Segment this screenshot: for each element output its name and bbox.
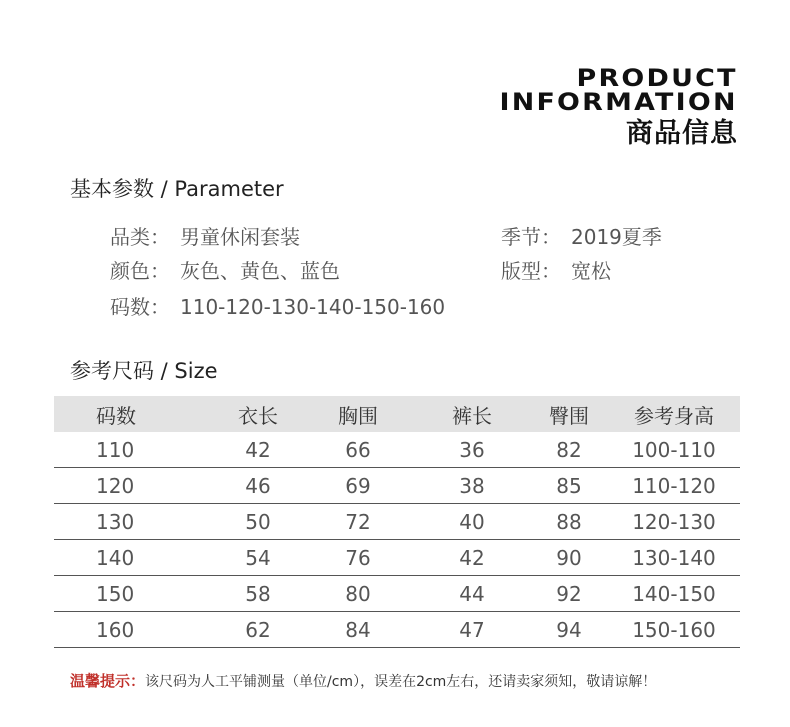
- cell-size: 160: [54, 612, 214, 648]
- param-fit: [501, 255, 611, 284]
- col-header-chest: 胸围: [302, 396, 414, 432]
- param-fit-label: 版型：: [501, 259, 561, 283]
- product-information-header: [499, 64, 738, 152]
- warm-tip-text: 该尺码为人工平铺测量（单位/cm），误差在2cm左右，还请卖家须知，敬请谅解！: [145, 674, 657, 690]
- param-category: [110, 221, 300, 250]
- param-sizes-label: 码数：: [110, 295, 170, 319]
- param-color-value: 灰色、黄色、蓝色: [180, 259, 340, 283]
- warm-tip-label: 温馨提示：: [70, 672, 146, 690]
- size-table-header-row: [54, 396, 740, 432]
- size-heading: 参考尺码 / Size: [70, 359, 218, 383]
- param-season-label: 季节：: [501, 225, 561, 249]
- cell-height: 150-160: [608, 612, 740, 648]
- cell-size: 140: [54, 540, 214, 576]
- size-table: [54, 396, 740, 648]
- table-row: [54, 576, 740, 612]
- cell-height: 100-110: [608, 432, 740, 468]
- cell-length: 58: [214, 576, 302, 612]
- cell-height: 110-120: [608, 468, 740, 504]
- table-row: [54, 504, 740, 540]
- cell-chest: 80: [302, 576, 414, 612]
- cell-pants-length: 44: [414, 576, 530, 612]
- cell-height: 140-150: [608, 576, 740, 612]
- cell-pants-length: 38: [414, 468, 530, 504]
- cell-hip: 94: [530, 612, 608, 648]
- warm-tip-note: [70, 670, 656, 691]
- table-row: [54, 540, 740, 576]
- cell-pants-length: 36: [414, 432, 530, 468]
- cell-height: 130-140: [608, 540, 740, 576]
- cell-chest: 84: [302, 612, 414, 648]
- cell-length: 46: [214, 468, 302, 504]
- param-season-value: 2019夏季: [571, 225, 662, 249]
- col-header-height: 参考身高: [608, 396, 740, 432]
- cell-size: 110: [54, 432, 214, 468]
- header-english-line-1: PRODUCT: [576, 64, 738, 92]
- cell-length: 50: [214, 504, 302, 540]
- param-sizes-value: 110-120-130-140-150-160: [180, 295, 446, 319]
- cell-pants-length: 47: [414, 612, 530, 648]
- param-color: [110, 255, 340, 284]
- param-sizes: [110, 291, 445, 320]
- param-category-value: 男童休闲套装: [180, 225, 300, 249]
- parameter-heading: 基本参数 / Parameter: [70, 177, 284, 201]
- col-header-hip: 臀围: [530, 396, 608, 432]
- header-chinese-title: 商品信息: [626, 118, 738, 149]
- cell-hip: 90: [530, 540, 608, 576]
- cell-hip: 82: [530, 432, 608, 468]
- cell-chest: 72: [302, 504, 414, 540]
- cell-size: 120: [54, 468, 214, 504]
- param-season: [501, 221, 662, 250]
- param-fit-value: 宽松: [571, 259, 611, 283]
- cell-hip: 88: [530, 504, 608, 540]
- header-english-line-2: INFORMATION: [499, 88, 738, 116]
- param-color-label: 颜色：: [110, 259, 170, 283]
- col-header-size: 码数: [54, 396, 214, 432]
- cell-chest: 66: [302, 432, 414, 468]
- param-category-label: 品类：: [110, 225, 170, 249]
- cell-hip: 92: [530, 576, 608, 612]
- col-header-pants-length: 裤长: [414, 396, 530, 432]
- cell-pants-length: 40: [414, 504, 530, 540]
- cell-chest: 69: [302, 468, 414, 504]
- cell-length: 62: [214, 612, 302, 648]
- cell-size: 150: [54, 576, 214, 612]
- cell-size: 130: [54, 504, 214, 540]
- cell-hip: 85: [530, 468, 608, 504]
- cell-height: 120-130: [608, 504, 740, 540]
- col-header-length: 衣长: [214, 396, 302, 432]
- table-row: [54, 612, 740, 648]
- cell-pants-length: 42: [414, 540, 530, 576]
- table-row: [54, 432, 740, 468]
- cell-length: 42: [214, 432, 302, 468]
- cell-length: 54: [214, 540, 302, 576]
- cell-chest: 76: [302, 540, 414, 576]
- table-row: [54, 468, 740, 504]
